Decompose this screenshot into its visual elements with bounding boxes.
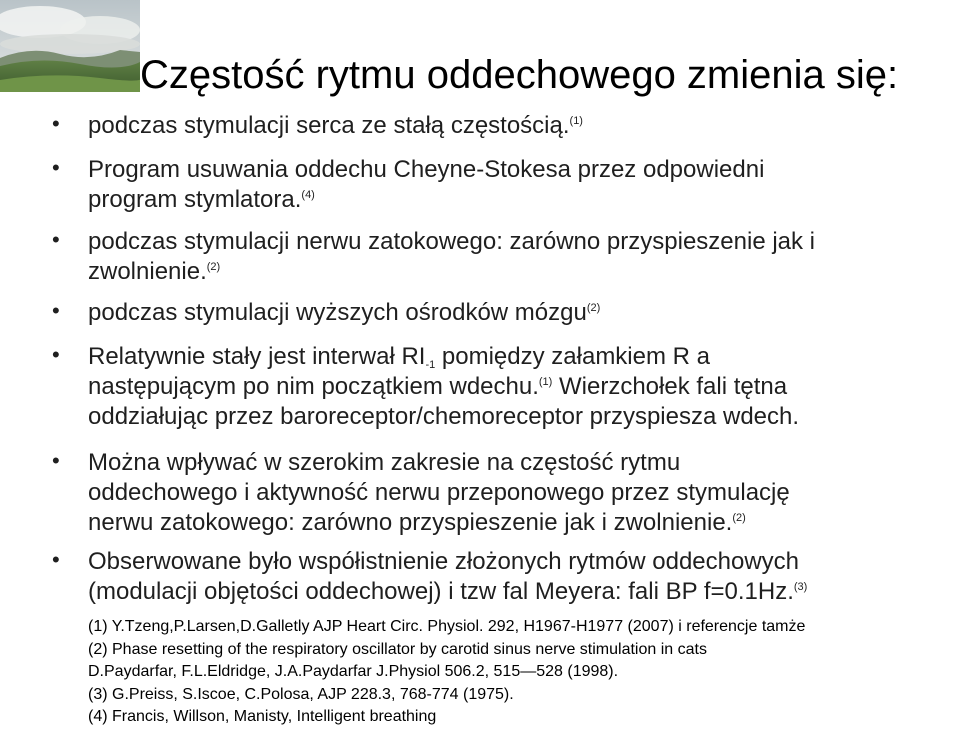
reference-marker: (2): [732, 512, 746, 524]
bullet-item: [52, 227, 948, 287]
reference-item: D.Paydarfar, F.L.Eldridge, J.A.Paydarfar J.Physiol 506.2, 515—528 (1998).: [88, 663, 619, 681]
bullet-dot-icon: •: [52, 298, 60, 323]
bullet-item: [52, 111, 948, 141]
bullet-text: podczas stymulacji nerwu zatokowego: zarówno przyspieszenie jak i: [88, 228, 816, 255]
bullet-text: następującym po nim początkiem wdechu.: [88, 373, 539, 400]
bullet-text: podczas stymulacji serca ze stałą częstością.: [88, 112, 570, 139]
bullet-dot-icon: •: [52, 227, 60, 252]
subscript: -1: [425, 359, 436, 371]
reference-item: (3) G.Preiss, S.Iscoe, C.Polosa, AJP 228.3, 768-774 (1975).: [88, 685, 514, 703]
bullet-item: [52, 448, 948, 538]
bullet-text: oddziałując przez baroreceptor/chemoreceptor przyspiesza wdech.: [88, 403, 800, 430]
reference-marker: (2): [586, 302, 601, 314]
bullet-dot-icon: •: [52, 155, 60, 180]
reference-item: (1) Y.Tzeng,P.Larsen,D.Galletly AJP Heart Circ. Physiol. 292, H1967-H1977 (2007) i referencje tamże: [88, 618, 806, 635]
reference-marker: (1): [538, 376, 553, 388]
bullet-text: zwolnienie.: [88, 258, 207, 285]
bullet-text: Można wpływać w szerokim zakresie na częstość rytmu: [88, 449, 681, 476]
bullet-dot-icon: •: [52, 547, 60, 572]
bullet-item: [52, 155, 948, 215]
bullet-item: [52, 547, 948, 607]
bullet-text: Obserwowane było współistnienie złożonych rytmów oddechowych: [88, 548, 800, 575]
bullet-dot-icon: •: [52, 111, 60, 136]
bullet-text: Relatywnie stały jest interwał RI: [88, 343, 426, 370]
bullet-dot-icon: •: [52, 342, 60, 367]
reference-item: (2) Phase resetting of the respiratory oscillator by carotid sinus nerve stimulation in cats: [88, 640, 707, 658]
bullet-item: [52, 298, 948, 328]
bullet-text: pomiędzy załamkiem R a: [435, 343, 710, 370]
reference-marker: (3): [793, 581, 808, 593]
bullet-text: Program usuwania oddechu Cheyne-Stokesa przez odpowiedni: [88, 156, 765, 183]
bullet-text: oddechowego i aktywność nerwu przeponowego przez stymulację: [88, 479, 790, 506]
bullet-text: nerwu zatokowego: zarówno przyspieszenie jak i zwolnienie.: [88, 509, 733, 536]
references-list: [88, 616, 805, 729]
bullet-text: podczas stymulacji wyższych ośrodków mózgu: [88, 299, 587, 326]
bullet-text: (modulacji objętości oddechowej) i tzw fal Meyera: fali BP f=0.1Hz.: [88, 578, 794, 605]
reference-item: (4) Francis, Willson, Manisty, Intelligent breathing: [88, 708, 437, 726]
reference-marker: (4): [301, 189, 315, 201]
bullet-text: program stymlatora.: [88, 186, 302, 213]
bullet-text: Wierzchołek fali tętna: [552, 373, 788, 400]
bullet-dot-icon: •: [52, 448, 60, 473]
reference-marker: (1): [569, 115, 583, 127]
slide-title: Częstość rytmu oddechowego zmienia się:: [140, 53, 899, 97]
reference-marker: (2): [206, 261, 221, 273]
bullet-item: [52, 342, 948, 432]
